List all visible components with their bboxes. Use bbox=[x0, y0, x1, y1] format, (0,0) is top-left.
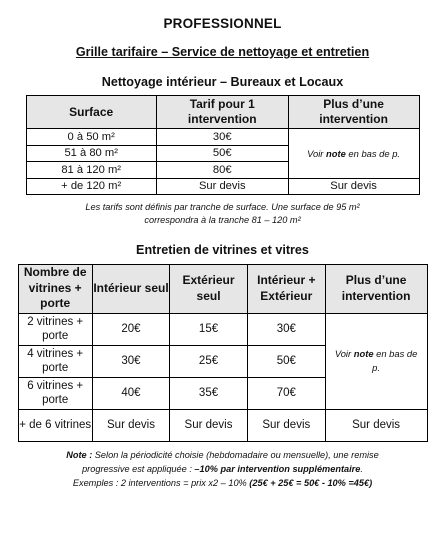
header-surface: Surface bbox=[26, 96, 156, 129]
see-note-bold: note bbox=[353, 348, 374, 360]
surface-cell: 81 à 120 m² bbox=[26, 162, 156, 179]
exterior-price-cell: 35€ bbox=[170, 377, 248, 409]
footnote-line-3 bbox=[0, 476, 445, 490]
price-cell: 50€ bbox=[156, 145, 288, 162]
both-price-cell: 70€ bbox=[247, 377, 325, 409]
header-multiple-intervention: Plus d’une intervention bbox=[325, 264, 427, 313]
surface-explanation bbox=[0, 201, 445, 228]
multiple-price-cell: Sur devis bbox=[288, 178, 419, 195]
header-single-price: Tarif pour 1 intervention bbox=[156, 96, 288, 129]
see-note-pre: Voir bbox=[334, 348, 354, 360]
footnote-text: Exemples : 2 interventions = prix x2 – 10% bbox=[72, 478, 250, 489]
both-price-cell: 30€ bbox=[247, 313, 325, 345]
table-header-row bbox=[18, 264, 427, 313]
header-interior-only: Intérieur seul bbox=[92, 264, 169, 313]
interior-cleaning-table bbox=[26, 95, 420, 195]
both-price-cell: Sur devis bbox=[247, 409, 325, 441]
section-heading-interior: Nettoyage intérieur – Bureaux et Locaux bbox=[101, 75, 344, 89]
see-note-post: en bas de p. bbox=[372, 348, 418, 374]
table-row bbox=[18, 409, 427, 441]
document-page bbox=[0, 16, 445, 544]
see-note-cell bbox=[288, 129, 419, 179]
explanation-line-1: Les tarifs sont définis par tranche de surface. Une surface de 95 m² bbox=[85, 202, 360, 212]
exterior-price-cell: Sur devis bbox=[170, 409, 248, 441]
surface-cell: + de 120 m² bbox=[26, 178, 156, 195]
interior-price-cell: 20€ bbox=[92, 313, 169, 345]
section-heading-windows: Entretien de vitrines et vitres bbox=[136, 242, 309, 257]
window-count-cell: 6 vitrines + porte bbox=[18, 377, 92, 409]
footnote-line-2 bbox=[0, 462, 445, 476]
see-note-bold: note bbox=[326, 147, 346, 159]
multiple-price-cell: Sur devis bbox=[325, 409, 427, 441]
table-row bbox=[18, 313, 427, 345]
header-exterior-only: Extérieur seul bbox=[170, 264, 248, 313]
window-count-cell: 2 vitrines + porte bbox=[18, 313, 92, 345]
header-interior-exterior: Intérieur + Extérieur bbox=[247, 264, 325, 313]
price-cell: 30€ bbox=[156, 129, 288, 146]
surface-cell: 0 à 50 m² bbox=[26, 129, 156, 146]
window-cleaning-table bbox=[18, 264, 428, 442]
page-title: PROFESSIONNEL bbox=[163, 16, 282, 31]
see-note-cell bbox=[325, 313, 427, 409]
interior-price-cell: Sur devis bbox=[92, 409, 169, 441]
price-cell: 80€ bbox=[156, 162, 288, 179]
see-note-post: en bas de p. bbox=[345, 147, 401, 159]
exterior-price-cell: 15€ bbox=[170, 313, 248, 345]
footnote-label: Note : bbox=[66, 449, 93, 460]
interior-price-cell: 30€ bbox=[92, 345, 169, 377]
page-subtitle: Grille tarifaire – Service de nettoyage et entretien bbox=[75, 45, 370, 59]
footnote-text: Selon la périodicité choisie (hebdomadaire ou mensuelle), une remise bbox=[92, 449, 379, 460]
footnote-text: progressive est appliquée : bbox=[82, 463, 195, 474]
window-count-cell: 4 vitrines + porte bbox=[18, 345, 92, 377]
header-multiple-intervention: Plus d’une intervention bbox=[288, 96, 419, 129]
table-row bbox=[26, 178, 419, 195]
exterior-price-cell: 25€ bbox=[170, 345, 248, 377]
footnote-discount: –10% par intervention supplémentaire bbox=[194, 463, 361, 474]
header-window-count: Nombre de vitrines + porte bbox=[18, 264, 92, 313]
window-count-cell: + de 6 vitrines bbox=[18, 409, 92, 441]
interior-price-cell: 40€ bbox=[92, 377, 169, 409]
surface-cell: 51 à 80 m² bbox=[26, 145, 156, 162]
footnote-text: . bbox=[360, 463, 363, 474]
footnote bbox=[0, 448, 445, 491]
table-row bbox=[26, 129, 419, 146]
both-price-cell: 50€ bbox=[247, 345, 325, 377]
price-cell: Sur devis bbox=[156, 178, 288, 195]
see-note-pre: Voir bbox=[307, 147, 327, 159]
table-header-row bbox=[26, 96, 419, 129]
explanation-line-2: correspondra à la tranche 81 – 120 m² bbox=[144, 215, 301, 226]
footnote-line-1 bbox=[0, 448, 445, 462]
footnote-example: (25€ + 25€ = 50€ - 10% =45€) bbox=[249, 478, 373, 489]
